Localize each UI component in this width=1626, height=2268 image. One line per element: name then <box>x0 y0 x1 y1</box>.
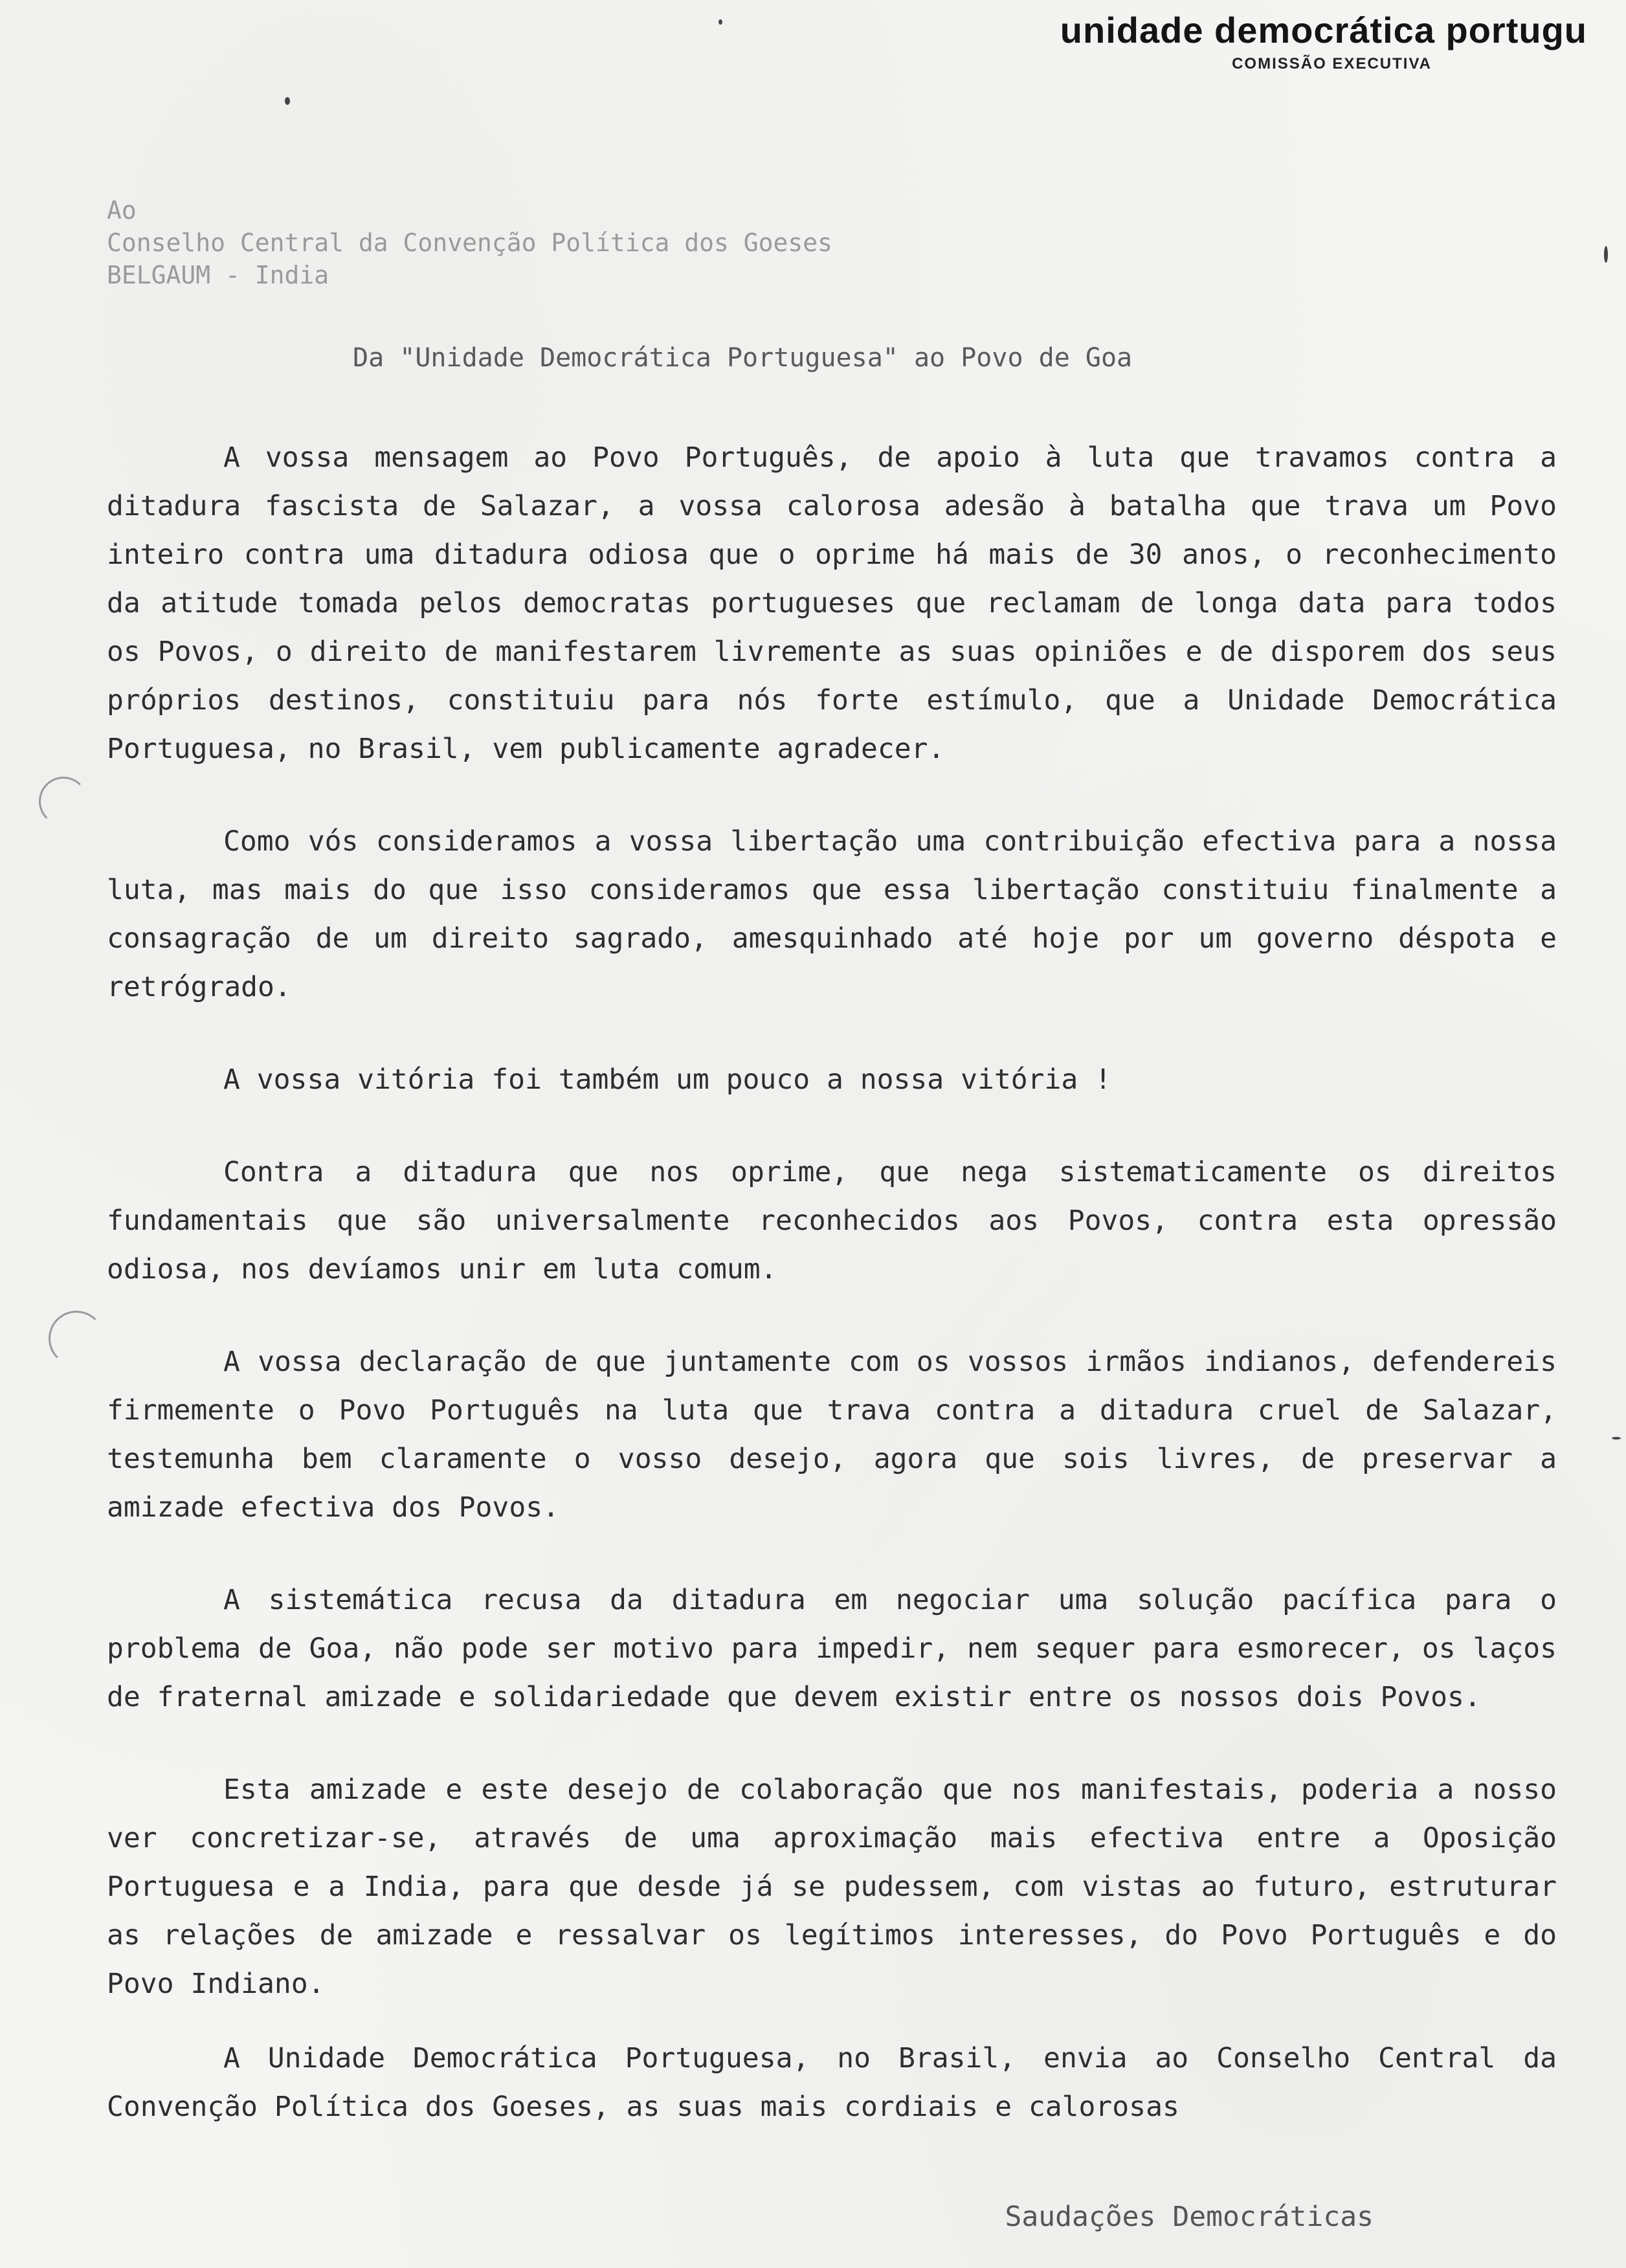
address-line-3: BELGAUM - India <box>107 261 329 289</box>
paragraph-6: A sistemática recusa da ditadura em negociar uma solução pacífica para o problema de Goa, não pode ser motivo para impedir, nem sequer para esmorecer, os laços de fraternal amizade e solidariedade que devem existir entre os nossos dois Povos. <box>107 1584 1557 1713</box>
scan-speck <box>1604 246 1608 263</box>
punch-hole-mark <box>39 777 88 826</box>
address-line-2: Conselho Central da Convenção Política dos Goeses <box>107 228 833 257</box>
paragraph-1: A vossa mensagem ao Povo Português, de apoio à luta que travamos contra a ditadura fascista de Salazar, a vossa calorosa adesão à batalha que trava um Povo inteiro contra uma ditadura odiosa que o oprime há mais de 30 anos, o reconhecimento da atitude tomada pelos democratas portugueses que reclamam de longa data para todos os Povos, o direito de manifestarem livremente as suas opiniões e de disporem dos seus próprios destinos, constituiu para nós forte estímulo, que a Unidade Democrática Portuguesa, no Brasil, vem publicamente agradecer. <box>107 441 1557 765</box>
scan-speck <box>285 97 290 105</box>
paragraph-7: Esta amizade e este desejo de colaboração que nos manifestais, poderia a nosso ver concretizar-se, através de uma aproximação mais efectiva entre a Oposição Portuguesa e a India, para que desde já se pudessem, com vistas ao futuro, estruturar as relações de amizade e ressalvar os legítimos interesses, do Povo Português e do Povo Indiano. <box>107 1773 1557 2000</box>
letterhead-brand: unidade democrática portugu <box>1060 10 1587 50</box>
paragraph-4: Contra a ditadura que nos oprime, que nega sistematicamente os direitos fundamentais que são universalmente reconhecidos aos Povos, contra esta opressão odiosa, nos devíamos unir em luta comum. <box>107 1156 1557 1285</box>
scan-speck <box>718 19 722 25</box>
punch-hole-mark <box>49 1311 104 1366</box>
letterhead <box>1018 9 1587 73</box>
letter-body <box>107 434 1557 2131</box>
paragraph-3: A vossa vitória foi também um pouco a nossa vitória ! <box>223 1063 1112 1096</box>
paragraph-8: A Unidade Democrática Portuguesa, no Brasil, envia ao Conselho Central da Convenção Política dos Goeses, as suas mais cordiais e calorosas <box>107 2042 1557 2123</box>
recipient-address <box>107 194 1142 291</box>
letter-title: Da "Unidade Democrática Portuguesa" ao Povo de Goa <box>353 343 1133 373</box>
paragraph-2: Como vós consideramos a vossa libertação uma contribuição efectiva para a nossa luta, mas mais do que isso consideramos que essa libertação constituiu finalmente a consagração de um direito sagrado, amesquinhado até hoje por um governo déspota e retrógrado. <box>107 825 1557 1003</box>
closing-salutation: Saudações Democráticas <box>1005 2201 1374 2233</box>
address-line-1: Ao <box>107 196 137 225</box>
paragraph-5: A vossa declaração de que juntamente com os vossos irmãos indianos, defendereis firmemente o Povo Português na luta que trava contra a ditadura cruel de Salazar, testemunha bem claramente o vosso desejo, agora que sois livres, de preservar a amizade efectiva dos Povos. <box>107 1346 1557 1524</box>
scan-speck <box>1612 1437 1621 1440</box>
letterhead-committee: COMISSÃO EXECUTIVA <box>1232 55 1432 72</box>
